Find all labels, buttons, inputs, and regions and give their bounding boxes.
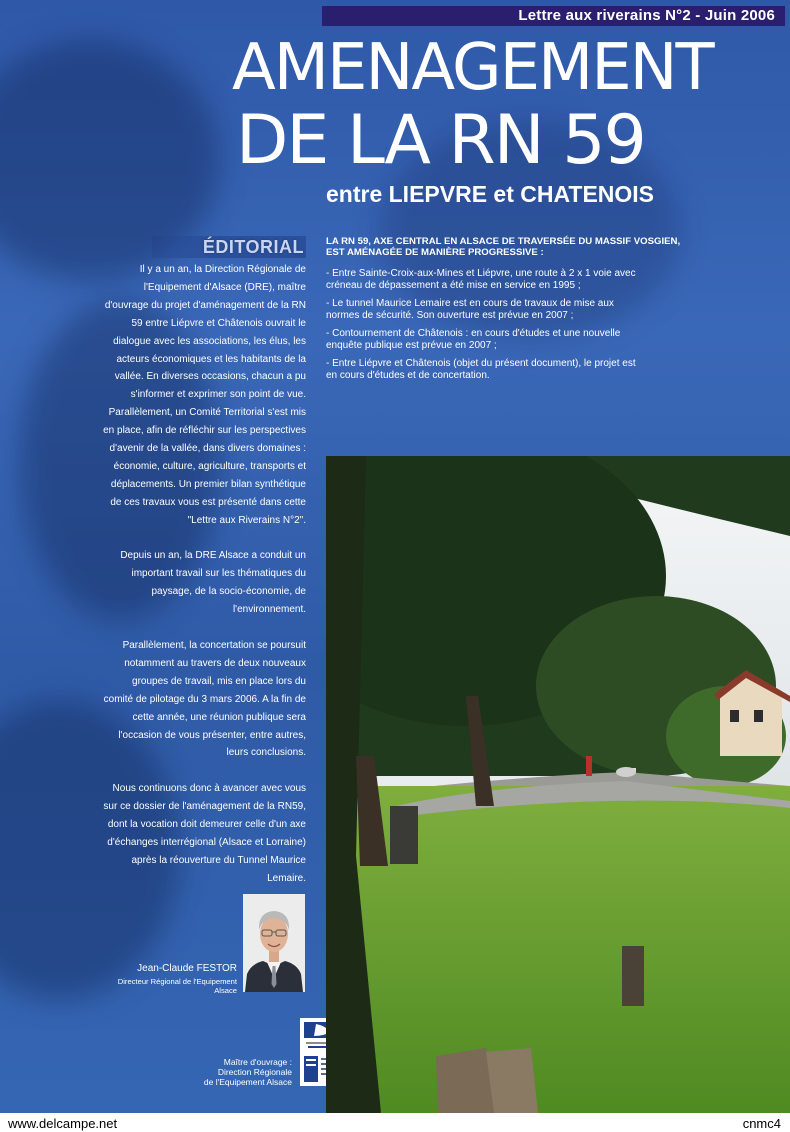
intro-list-item: - Entre Sainte-Croix-aux-Mines et Liépvre, une route à 2 x 1 voie avec créneau de dépassement a été mise en service en 1995 ; <box>326 268 636 291</box>
author-portrait <box>243 894 305 992</box>
author-name: Jean-Claude FESTOR <box>137 963 237 974</box>
author-photo <box>243 894 305 992</box>
editorial-paragraph: Il y a un an, la Direction Régionale de l'Equipement d'Alsace (DRE), maître d'ouvrage du projet d'aménagement de la RN 59 entre Liépvre et Châtenois ouvrait le dialogue avec les associations, les élus, les acteurs économiques et les habitants de la vallée. En diverses occasions, chacun a pu s'informer et exprimer son point de vue. Parallèlement, un Comité Territorial s'est mis en place, afin de réfléchir sur les perspectives d'avenir de la vallée, dans divers domaines : économie, culture, agriculture, transports et déplacements. Un premier bilan synthétique de ces travaux vous est présenté dans cette "Lettre aux Riverains N°2". <box>103 264 306 526</box>
intro-list-item: - Entre Liépvre et Châtenois (objet du présent document), le projet est en cours d'études et de concertation. <box>326 358 636 381</box>
editorial-label-text: ÉDITORIAL <box>202 237 304 257</box>
intro-list <box>326 268 636 388</box>
editorial-paragraph: Depuis un an, la DRE Alsace a conduit un important travail sur les thématiques du paysage, de la socio-économie, de l'environnement. <box>120 550 306 616</box>
intro-list-item: - Le tunnel Maurice Lemaire est en cours de travaux de mise aux normes de sécurité. Son ouverture est prévue en 2007 ; <box>326 298 614 321</box>
intro-heading <box>326 236 706 258</box>
header-bar <box>322 6 785 26</box>
landscape-illustration <box>326 456 790 1113</box>
editorial-label <box>152 236 306 258</box>
editorial-paragraph: Parallèlement, la concertation se poursuit notamment au travers de deux nouveaux groupes de travail, mis en place lors du comité de pilotage du 3 mars 2006. A la fin de cette année, une réunion publique sera l'occasion de vous présenter, entre autres, leurs conclusions. <box>103 640 306 759</box>
maitre-ouvrage-line3: de l'Equipement Alsace <box>203 1077 292 1087</box>
editorial-paragraph: Nous continuons donc à avancer avec vous sur ce dossier de l'aménagement de la RN59, dont la vocation doit demeurer celle d'un axe d'échanges interrégional (Alsace et Lorraine) après la réouverture du Tunnel Maurice Lemaire. <box>103 783 306 884</box>
intro-list-item: - Contournement de Châtenois : en cours d'études et une nouvelle enquête publique est prévue en 2007 ; <box>326 328 621 351</box>
editorial-text <box>100 261 306 906</box>
author-title-line1: Directeur Régional de l'Equipement <box>117 977 237 986</box>
footer-bar <box>0 1113 790 1132</box>
footer-site: www.delcampe.net <box>8 1116 118 1131</box>
maitre-ouvrage-line1: Maître d'ouvrage : <box>223 1057 292 1067</box>
title-line-2: DE LA RN 59 <box>236 101 645 180</box>
footer-handle: cnmc4 <box>742 1116 781 1131</box>
intro-heading-line2: EST AMÉNAGÉE DE MANIÈRE PROGRESSIVE : <box>326 247 544 258</box>
road-photo <box>326 456 790 1113</box>
issue-line: Lettre aux riverains N°2 - Juin 2006 <box>518 7 775 24</box>
author-title-line2: Alsace <box>214 986 237 995</box>
subtitle: entre LIEPVRE et CHATENOIS <box>326 181 655 207</box>
title-line-1: AMENAGEMENT <box>232 31 713 105</box>
intro-heading-line1: LA RN 59, AXE CENTRAL EN ALSACE DE TRAVERSÉE DU MASSIF VOSGIEN, <box>326 236 681 247</box>
maitre-ouvrage-line2: Direction Régionale <box>217 1067 292 1077</box>
